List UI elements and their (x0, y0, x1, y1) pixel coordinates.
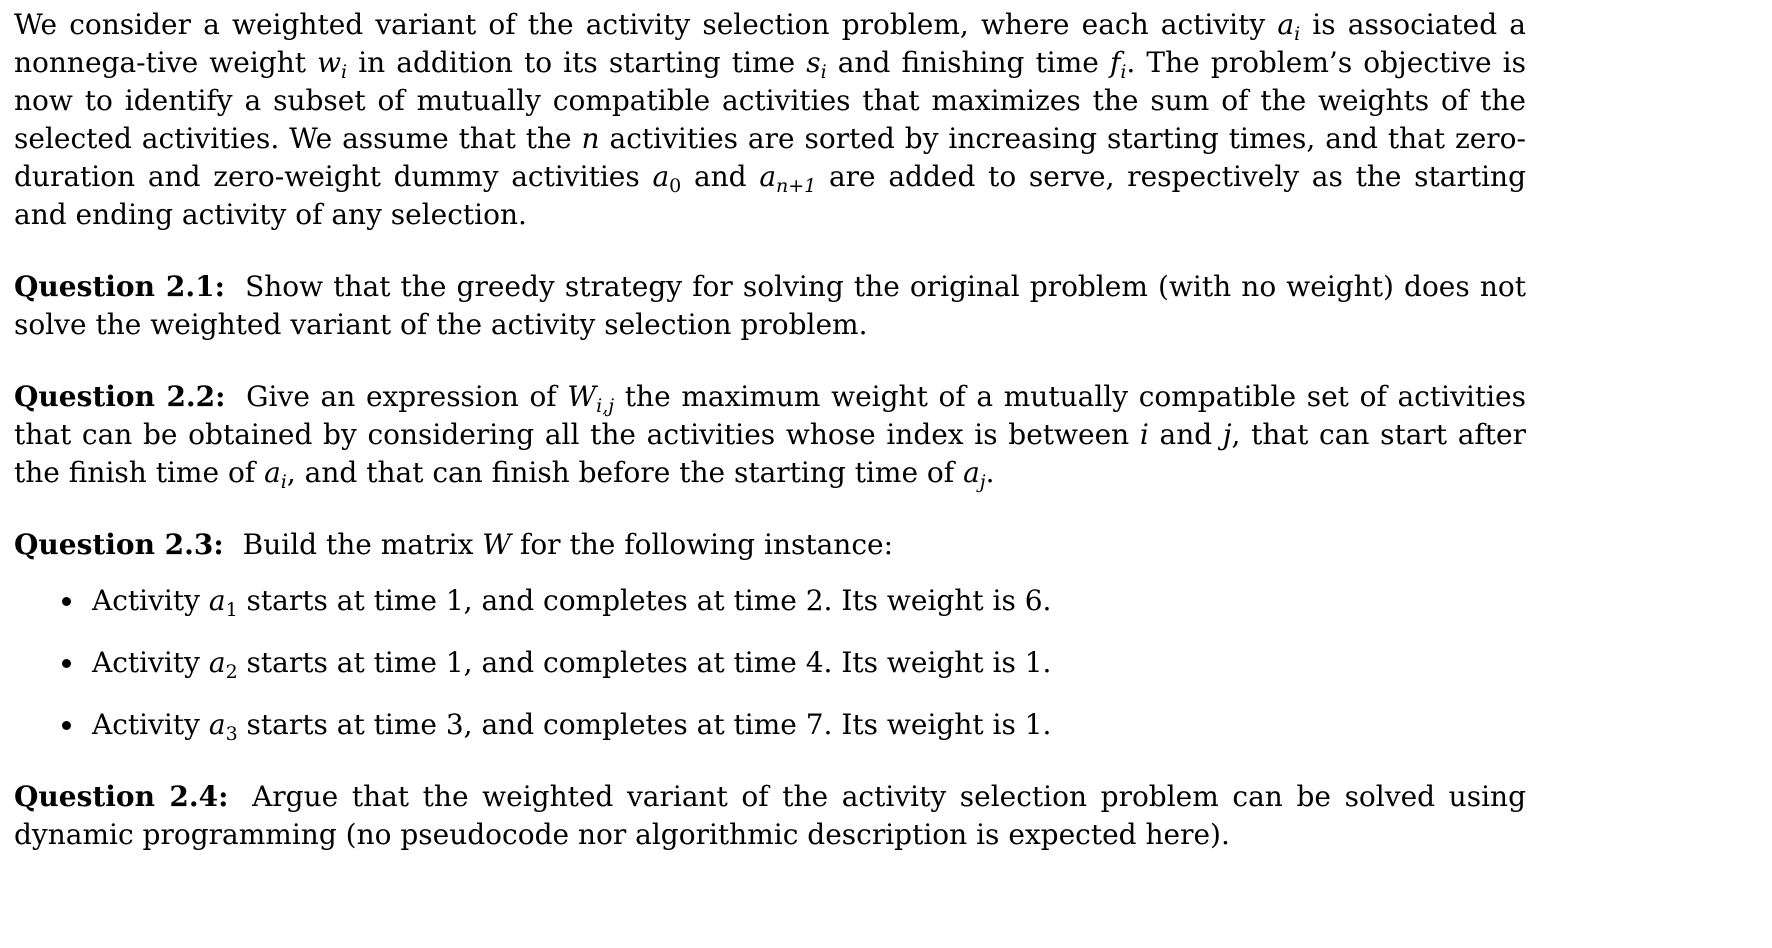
math-var: W (482, 528, 512, 561)
math-var: j (1222, 418, 1232, 451)
math-var: a (1277, 8, 1295, 41)
list-item (52, 706, 1526, 744)
activity-list (14, 582, 1526, 744)
question-text: Argue that the weighted variant of the activity selection problem can be solved using dynamic programming (no pseudocode nor algorithmic description is expected here). (14, 780, 1526, 851)
math-var: a (759, 160, 777, 193)
math-subscript: 0 (669, 175, 682, 197)
question-text: for the following instance: (511, 528, 894, 561)
item-text: Activity (92, 584, 209, 617)
question-2-3 (14, 526, 1526, 744)
question-text: . (985, 456, 995, 489)
document-page (14, 6, 1526, 854)
intro-text: are added to serve, respectively as the starting and ending activity of any selection. (14, 160, 1527, 231)
question-text: Show that the greedy strategy for solving the original problem (with no weight) does not solve the weighted variant of the activity selection problem. (14, 270, 1526, 341)
math-subscript: 2 (225, 661, 238, 683)
math-subscript: 3 (225, 723, 238, 745)
intro-text: in addition to its starting time (347, 46, 807, 79)
math-var: i (1139, 418, 1149, 451)
bullet-icon (62, 597, 71, 606)
math-subscript: j (979, 471, 986, 493)
question-label: Question 2.2: (14, 380, 226, 413)
math-var: a (208, 708, 226, 741)
math-subscript: 1 (225, 599, 238, 621)
math-subscript: i (280, 471, 287, 493)
item-text: starts at time 3, and completes at time 7. Its weight is 1. (237, 708, 1052, 741)
math-var: a (963, 456, 980, 489)
math-var: a (208, 646, 226, 679)
list-item (52, 582, 1526, 620)
question-2-4 (14, 778, 1526, 854)
question-text: , that can start after the finish time of (14, 418, 1527, 489)
question-text: Build the matrix (242, 528, 483, 561)
item-text: Activity (92, 708, 209, 741)
math-subscript: i (1120, 61, 1127, 83)
intro-text: activities are sorted by increasing starting times, and that zero-duration and zero-weight dummy activities (14, 122, 1526, 193)
question-label: Question 2.3: (14, 528, 224, 561)
question-2-1 (14, 268, 1526, 344)
intro-text: We consider a weighted variant of the activity selection problem, where each activity (14, 8, 1278, 41)
question-2-3-prompt (14, 526, 1526, 564)
question-label: Question 2.1: (14, 270, 225, 303)
intro-text: . The problem’s objective is now to identify a subset of mutually compatible activities that maximizes the sum of the weights of the selected activities. We assume that the (14, 46, 1527, 155)
question-text: and (1148, 418, 1223, 451)
math-subscript: n+1 (776, 175, 817, 197)
question-text: Give an expression of (246, 380, 568, 413)
math-var: f (1109, 46, 1121, 79)
math-subscript: i,j (596, 395, 615, 417)
math-var: n (581, 122, 600, 155)
question-label: Question 2.4: (14, 780, 229, 813)
math-var: a (652, 160, 670, 193)
math-subscript: i (820, 61, 827, 83)
item-text: Activity (92, 646, 209, 679)
list-item (52, 644, 1526, 682)
math-var: W (567, 380, 597, 413)
intro-text: and (681, 160, 760, 193)
intro-text: is associated a nonnega-tive weight (14, 8, 1526, 79)
math-var: a (208, 584, 226, 617)
math-var: w (317, 46, 342, 79)
math-var: a (264, 456, 281, 489)
intro-text: and finishing time (826, 46, 1110, 79)
intro-paragraph (14, 6, 1526, 234)
item-text: starts at time 1, and completes at time 4. Its weight is 1. (237, 646, 1052, 679)
math-var: s (806, 46, 821, 79)
bullet-icon (62, 659, 71, 668)
item-text: starts at time 1, and completes at time 2. Its weight is 6. (237, 584, 1052, 617)
bullet-icon (62, 721, 71, 730)
math-subscript: i (1294, 23, 1301, 45)
question-text: the maximum weight of a mutually compatible set of activities that can be obtained by considering all the activities whose index is between (14, 380, 1526, 451)
question-2-2 (14, 378, 1526, 492)
question-text: , and that can finish before the starting time of (286, 456, 964, 489)
math-subscript: i (341, 61, 348, 83)
